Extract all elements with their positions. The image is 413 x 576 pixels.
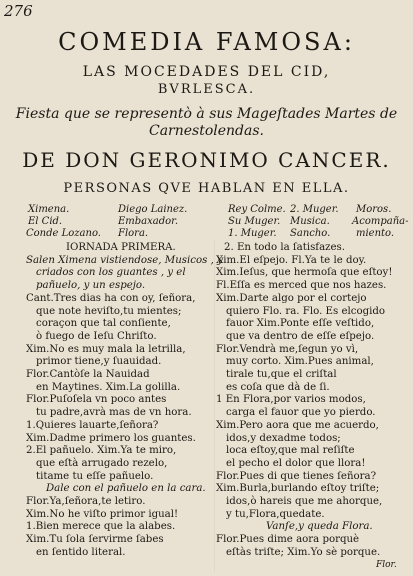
left-column — [26, 242, 223, 560]
stage-direction: Salen Ximena vistiendose, Musicos , y — [26, 254, 223, 266]
verse-line: 1.Quieres lauarte,ſeñora? — [26, 419, 159, 431]
stage-direction: pañuelo, y un espejo. — [36, 280, 146, 292]
verse-line: que va dentro de eſſe eſpejo. — [226, 330, 375, 342]
page-number: 276 — [4, 2, 33, 20]
verse-line: Cant.Tres dias ha con oy, ſeñora, — [26, 292, 196, 304]
right-column — [216, 242, 412, 560]
verse-line: fauor Xim.Ponte eſſe veſtido, — [226, 318, 375, 330]
catchword: Flor. — [376, 560, 397, 570]
verse-line: Xim.El eſpejo. Fl.Ya te le doy. — [216, 254, 367, 266]
stage-direction: criados con los guantes , y el — [36, 267, 186, 279]
verse-line: que note heviſto,tu mientes; — [36, 305, 182, 317]
cast-entry: Rey Colme. — [228, 204, 286, 215]
cast-entry: Diego Lainez. — [118, 204, 188, 215]
verse-line: Flor.Cantòſe la Nauidad — [26, 369, 150, 381]
verse-line: idos,ò hareis que me ahorque, — [226, 496, 383, 508]
verse-line: titame tu eſſe pañuelo. — [36, 470, 154, 482]
column-divider — [214, 240, 215, 572]
verse-line: primor tiene,y ſuauidad. — [36, 356, 162, 368]
cast-entry: Flora. — [118, 228, 149, 239]
verse-line: es coſa que dà de ſi. — [226, 381, 330, 393]
cast-entry: Conde Lozano. — [26, 228, 101, 239]
cast-entry: Moros. — [356, 204, 392, 215]
verse-line: muy corto. Xim.Pues animal, — [226, 356, 374, 368]
performance-note-line2: Carnestolendas. — [148, 123, 264, 139]
verse-line: y tu,Flora,quedate. — [226, 508, 325, 520]
verse-line: 2.El pañuelo. Xim.Ya te miro, — [26, 445, 177, 457]
cast-entry: 2. Muger. — [290, 204, 339, 215]
cast-entry: Acompaña- — [352, 216, 409, 227]
verse-line: Flor.Puſoſela vn poco antes — [26, 394, 167, 406]
verse-line: eſtàs triſte; Xim.Yo sè porque. — [226, 546, 381, 558]
verse-line: Xim.Pero aora que me acuerdo, — [216, 419, 379, 431]
verse-line: Xim.No es muy mala la letrilla, — [26, 343, 186, 355]
cast-entry: miento. — [356, 228, 395, 239]
play-title: LAS MOCEDADES DEL CID, — [82, 64, 331, 80]
verse-line: Xim.Burla,burlando eſtoy triſte; — [216, 483, 380, 495]
verse-line: 1.Bien merece que la alabes. — [26, 521, 176, 533]
cast-entry: Sancho. — [290, 228, 331, 239]
author-line: DE DON GERONIMO CANCER. — [22, 148, 391, 172]
verse-line: Flor.Pues di que tienes ſeñora? — [216, 470, 377, 482]
verse-line: Xim.No he viſto primor igual! — [26, 508, 179, 520]
verse-line: en ſentido literal. — [36, 546, 126, 558]
verse-line: quiero Flo. ra. Flo. Es elcogido — [226, 305, 386, 317]
cast-heading: PERSONAS QVE HABLAN EN ELLA. — [63, 181, 350, 196]
cast-entry: Su Muger. — [228, 216, 281, 227]
verse-line: 1 En Flora,por varios modos, — [216, 394, 366, 406]
page-title: COMEDIA FAMOSA: — [58, 28, 355, 56]
verse-line: carga el fauor que yo pierdo. — [226, 407, 376, 419]
verse-line: tu padre,avrà mas de vn hora. — [36, 407, 192, 419]
cast-entry: Embaxador. — [118, 216, 179, 227]
verse-line: Flor.Pues dime aora porquè — [216, 534, 360, 546]
verse-line: el pecho el dolor que llora! — [226, 457, 366, 469]
play-genre: BVRLESCA. — [157, 82, 256, 97]
verse-line: tirale tu,que el criſtal — [226, 369, 337, 381]
stage-direction: Dale con el pañuelo en la cara. — [46, 483, 206, 495]
cast-entry: 1. Muger. — [228, 228, 277, 239]
verse-line: 2. En todo la ſatisfazes. — [224, 242, 346, 253]
verse-line: que eſtà arrugado rezelo, — [36, 457, 168, 469]
cast-entry: Musica. — [290, 216, 330, 227]
act-heading: IORNADA PRIMERA. — [66, 242, 176, 253]
verse-line: Flor.Ya,ſeñora,te letiro. — [26, 496, 146, 508]
performance-note-line1: Fiesta que se representò à sus Mageſtades Martes de — [15, 106, 398, 122]
verse-line: Xim.Ieſus, que hermoſa que eſtoy! — [216, 267, 393, 279]
stage-direction: Vanſe,y queda Flora. — [266, 521, 373, 533]
verse-line: loca eſtoy,que mal reſiſte — [226, 445, 355, 457]
cast-entry: El Cid. — [28, 216, 63, 227]
cast-entry: Ximena. — [28, 204, 70, 215]
verse-line: coraçon que tal conſiente, — [36, 318, 171, 330]
verse-line: Xim.Darte algo por el cortejo — [216, 292, 367, 304]
verse-line: Fl.Eſſa es merced que nos hazes. — [216, 280, 387, 292]
verse-line: Xim.Tu ſola ſervirme ſabes — [26, 534, 164, 546]
verse-line: Flor.Vendrà me,ſegun yo vì, — [216, 343, 359, 355]
verse-line: ò fuego de Ieſu Chriſto. — [36, 330, 157, 342]
verse-line: idos,y dexadme todos; — [226, 432, 341, 444]
verse-line: en Maytines. Xim.La golilla. — [36, 381, 181, 393]
verse-line: Xim.Dadme primero los guantes. — [26, 432, 196, 444]
